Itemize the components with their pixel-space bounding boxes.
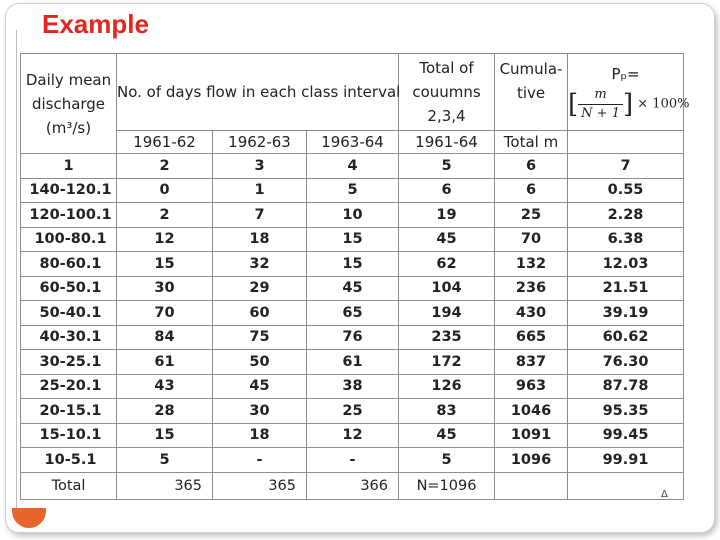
- table-cell: 70: [495, 227, 568, 252]
- table-cell: 126: [399, 374, 495, 399]
- table-row: [21, 227, 684, 252]
- subheader-cell: [568, 131, 684, 154]
- table-cell: 45: [307, 276, 399, 301]
- table-cell: 45: [399, 423, 495, 448]
- column-number-row: [21, 154, 684, 179]
- table-cell: 963: [495, 374, 568, 399]
- table-cell: 76.30: [568, 350, 684, 375]
- discharge-range-cell: 20-15.1: [21, 399, 117, 424]
- table-cell: 30: [213, 399, 307, 424]
- header-total-of: [399, 54, 495, 131]
- formula-bracket: [: [568, 89, 579, 119]
- table-cell: 1091: [495, 423, 568, 448]
- table-cell: 235: [399, 325, 495, 350]
- formula-numerator: m: [578, 86, 623, 105]
- header-no-of-days: No. of days flow in each class interval: [117, 54, 399, 131]
- table-cell: -: [307, 448, 399, 473]
- subheader-cell: Total m: [495, 131, 568, 154]
- table-cell: 99.45: [568, 423, 684, 448]
- discharge-range-cell: 120-100.1: [21, 203, 117, 228]
- table-cell: 45: [213, 374, 307, 399]
- formula-fraction: [578, 86, 623, 123]
- table-cell: 12: [117, 227, 213, 252]
- table-cell: -: [213, 448, 307, 473]
- discharge-range-cell: 60-50.1: [21, 276, 117, 301]
- discharge-range-cell: 10-5.1: [21, 448, 117, 473]
- table-cell: 194: [399, 301, 495, 326]
- table-cell: 87.78: [568, 374, 684, 399]
- table-cell: 76: [307, 325, 399, 350]
- formula-denominator: N + 1: [581, 105, 620, 121]
- header-daily-mean-line: Daily mean: [25, 70, 112, 89]
- column-number: 3: [213, 154, 307, 179]
- table-cell: 5: [307, 178, 399, 203]
- table-cell: 19: [399, 203, 495, 228]
- table-cell: 61: [117, 350, 213, 375]
- table-cell: 1: [213, 178, 307, 203]
- table-cell: 15: [307, 227, 399, 252]
- table-container: [20, 53, 690, 499]
- table-cell: 60.62: [568, 325, 684, 350]
- column-number: 2: [117, 154, 213, 179]
- table-cell: 61: [307, 350, 399, 375]
- table-cell: 15: [117, 423, 213, 448]
- table-cell: 104: [399, 276, 495, 301]
- discharge-range-cell: 25-20.1: [21, 374, 117, 399]
- table-row: [21, 399, 684, 424]
- table-row: [21, 301, 684, 326]
- header-total-line: couumns: [412, 83, 481, 101]
- table-row: [21, 252, 684, 277]
- table-row: [21, 423, 684, 448]
- column-number: 4: [307, 154, 399, 179]
- header-daily-mean-line: discharge: [31, 94, 106, 113]
- header-pp-label: Pₚ=: [611, 64, 640, 83]
- subheader-cell: 1961-64: [399, 131, 495, 154]
- header-total-line: Total of: [419, 59, 474, 77]
- table-cell: 665: [495, 325, 568, 350]
- flow-duration-table: [20, 53, 690, 500]
- table-cell: 12.03: [568, 252, 684, 277]
- table-cell: 5: [399, 448, 495, 473]
- table-cell: 30: [117, 276, 213, 301]
- table-cell: 60: [213, 301, 307, 326]
- table-cell: 2: [117, 203, 213, 228]
- table-cell: 99.91: [568, 448, 684, 473]
- table-cell: 25: [495, 203, 568, 228]
- table-cell: 132: [495, 252, 568, 277]
- discharge-range-cell: 40-30.1: [21, 325, 117, 350]
- table-cell: 45: [399, 227, 495, 252]
- discharge-range-cell: 50-40.1: [21, 301, 117, 326]
- table-cell: 236: [495, 276, 568, 301]
- discharge-range-cell: 15-10.1: [21, 423, 117, 448]
- discharge-range-cell: 80-60.1: [21, 252, 117, 277]
- table-cell: 1046: [495, 399, 568, 424]
- table-row: [21, 374, 684, 399]
- total-cell: 365: [117, 472, 213, 499]
- table-cell: 15: [117, 252, 213, 277]
- column-number: 7: [568, 154, 684, 179]
- table-cell: 65: [307, 301, 399, 326]
- table-cell: 29: [213, 276, 307, 301]
- discharge-range-cell: 140-120.1: [21, 178, 117, 203]
- total-label: Total: [21, 472, 117, 499]
- table-cell: 95.35: [568, 399, 684, 424]
- table-cell: 50: [213, 350, 307, 375]
- header-row: [21, 54, 684, 131]
- table-row: [21, 276, 684, 301]
- table-cell: 7: [213, 203, 307, 228]
- table-row: [21, 350, 684, 375]
- table-cell: 18: [213, 227, 307, 252]
- column-number: 5: [399, 154, 495, 179]
- table-cell: 18: [213, 423, 307, 448]
- table-row: [21, 448, 684, 473]
- header-cumulative: [495, 54, 568, 131]
- table-cell: 70: [117, 301, 213, 326]
- table-row: [21, 203, 684, 228]
- header-cumulative-line: Cumula-: [499, 60, 563, 78]
- data-rows: [21, 178, 684, 472]
- table-cell: 6: [495, 178, 568, 203]
- total-cell: N=1096: [399, 472, 495, 499]
- header-daily-mean-line: (m³/s): [45, 118, 92, 137]
- table-cell: 430: [495, 301, 568, 326]
- table-cell: 6: [399, 178, 495, 203]
- column-number: 1: [21, 154, 117, 179]
- discharge-range-cell: 30-25.1: [21, 350, 117, 375]
- table-cell: 6.38: [568, 227, 684, 252]
- table-cell: 0: [117, 178, 213, 203]
- table-cell: 15: [307, 252, 399, 277]
- table-cell: 12: [307, 423, 399, 448]
- table-row: [21, 325, 684, 350]
- table-cell: 1096: [495, 448, 568, 473]
- left-rule: [16, 30, 17, 510]
- formula-multiplier: × 100%: [637, 96, 690, 111]
- total-cell: 366: [307, 472, 399, 499]
- table-cell: 10: [307, 203, 399, 228]
- table-cell: 84: [117, 325, 213, 350]
- table-cell: 25: [307, 399, 399, 424]
- table-cell: 172: [399, 350, 495, 375]
- table-cell: 83: [399, 399, 495, 424]
- table-cell: 5: [117, 448, 213, 473]
- subheader-cell: 1962-63: [213, 131, 307, 154]
- table-cell: 43: [117, 374, 213, 399]
- table-cell: 21.51: [568, 276, 684, 301]
- header-total-line: 2,3,4: [427, 107, 466, 125]
- header-daily-mean: [21, 54, 117, 154]
- header-pp: [568, 54, 690, 131]
- pp-formula: [568, 86, 690, 123]
- table-cell: 0.55: [568, 178, 684, 203]
- corner-mark: Δ: [661, 489, 668, 500]
- subheader-cell: 1963-64: [307, 131, 399, 154]
- discharge-range-cell: 100-80.1: [21, 227, 117, 252]
- table-cell: 837: [495, 350, 568, 375]
- table-cell: 32: [213, 252, 307, 277]
- table-cell: 28: [117, 399, 213, 424]
- total-cell: 365: [213, 472, 307, 499]
- table-cell: 75: [213, 325, 307, 350]
- formula-bracket: ]: [622, 89, 634, 119]
- table-row: [21, 178, 684, 203]
- total-row: [21, 472, 684, 499]
- table-cell: 39.19: [568, 301, 684, 326]
- header-cumulative-line: tive: [516, 84, 546, 102]
- subheader-row: [21, 131, 684, 154]
- total-cell: [495, 472, 568, 499]
- subheader-cell: 1961-62: [117, 131, 213, 154]
- column-number: 6: [495, 154, 568, 179]
- table-cell: 62: [399, 252, 495, 277]
- table-cell: 38: [307, 374, 399, 399]
- slide-title: Example: [42, 9, 149, 39]
- table-cell: 2.28: [568, 203, 684, 228]
